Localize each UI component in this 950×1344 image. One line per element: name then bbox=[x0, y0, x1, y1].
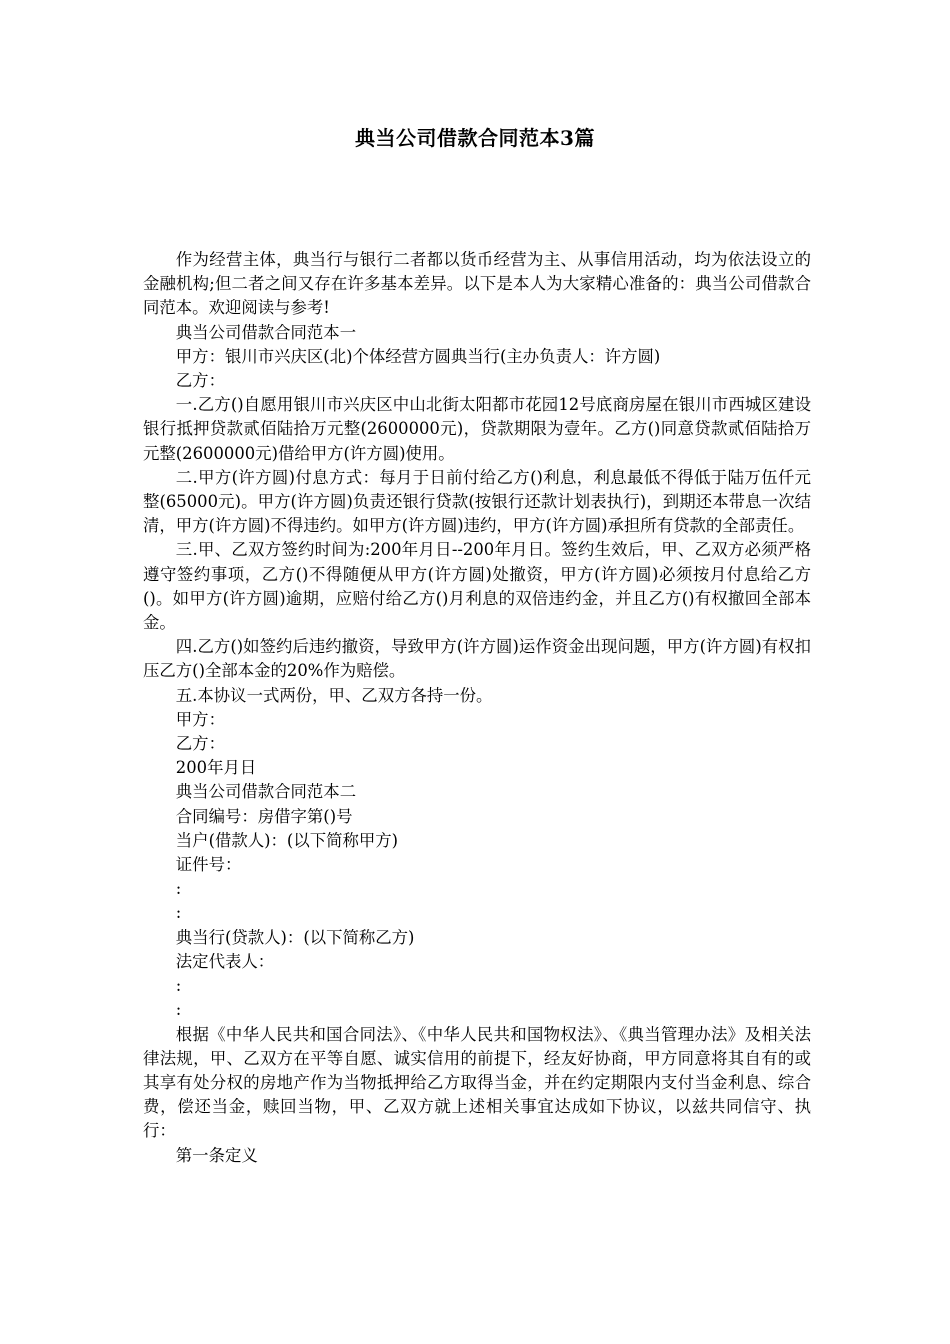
party-a-line: 甲方：银川市兴庆区(北)个体经营方圆典当行(主办负责人：许方圆) bbox=[175, 346, 661, 366]
clause-1: 一.乙方()自愿用银川市兴庆区中山北街太阳都市花园12号底商房屋在银川市西城区建设银行抵押贷款贰佰陆拾万元整(2600000元)，贷款期限为壹年。乙方()同意贷款贰佰陆拾万元整(2600000元)借给甲方(许方圆)使用。 bbox=[143, 395, 811, 463]
party-b-line: 乙方： bbox=[175, 371, 225, 391]
colon-line: : bbox=[175, 976, 182, 996]
clause-5: 五.本协议一式两份，甲、乙双方各持一份。 bbox=[175, 685, 493, 705]
signature-party-a: 甲方： bbox=[175, 709, 225, 729]
borrower-line: 当户(借款人)：(以下简称甲方) bbox=[175, 830, 399, 850]
section-heading-1: 典当公司借款合同范本一 bbox=[175, 322, 357, 342]
colon-line: : bbox=[175, 1000, 182, 1020]
contract-number: 合同编号：房借字第()号 bbox=[175, 806, 353, 826]
document-body bbox=[143, 248, 811, 1168]
document-title: 典当公司借款合同范本3篇 bbox=[355, 126, 595, 150]
signature-party-b: 乙方： bbox=[175, 734, 225, 754]
legal-rep-line: 法定代表人： bbox=[175, 951, 275, 971]
id-number-line: 证件号： bbox=[175, 855, 242, 875]
colon-line: : bbox=[175, 879, 182, 899]
signature-date: 200年月日 bbox=[175, 758, 257, 778]
intro-paragraph: 作为经营主体，典当行与银行二者都以货币经营为主、从事信用活动，均为依法设立的金融机构;但二者之间又存在许多基本差异。以下是本人为大家精心准备的：典当公司借款合同范本。欢迎阅读与参考! bbox=[143, 250, 811, 318]
clause-4: 四.乙方()如签约后违约撤资，导致甲方(许方圆)运作资金出现问题，甲方(许方圆)有权扣压乙方()全部本金的20%作为赔偿。 bbox=[143, 637, 811, 681]
clause-2: 二.甲方(许方圆)付息方式：每月于日前付给乙方()利息，利息最低不得低于陆万伍仟元整(65000元)。甲方(许方圆)负责还银行贷款(按银行还款计划表执行)，到期还本带息一次结清，甲方(许方圆)不得违约。如甲方(许方圆)违约，甲方(许方圆)承担所有贷款的全部责任。 bbox=[143, 467, 811, 536]
article-1-heading: 第一条定义 bbox=[175, 1145, 258, 1165]
section-heading-2: 典当公司借款合同范本二 bbox=[175, 782, 357, 802]
clause-3: 三.甲、乙双方签约时间为:200年月日--200年月日。签约生效后，甲、乙双方必须严格遵守签约事项，乙方()不得随便从甲方(许方圆)处撤资，甲方(许方圆)必须按月付息给乙方()。如甲方(许方圆)逾期，应赔付给乙方()月利息的双倍违约金，并且乙方()有权撤回全部本金。 bbox=[143, 540, 811, 633]
lender-line: 典当行(贷款人)：(以下简称乙方) bbox=[175, 927, 415, 947]
colon-line: : bbox=[175, 903, 182, 923]
preamble-paragraph: 根据《中华人民共和国合同法》、《中华人民共和国物权法》、《典当管理办法》及相关法律法规，甲、乙双方在平等自愿、诚实信用的前提下，经友好协商，甲方同意将其自有的或其享有处分权的房地产作为当物抵押给乙方取得当金，并在约定期限内支付当金利息、综合费，偿还当金，赎回当物，甲、乙双方就上述相关事宜达成如下协议，以兹共同信守、执行： bbox=[143, 1024, 811, 1141]
